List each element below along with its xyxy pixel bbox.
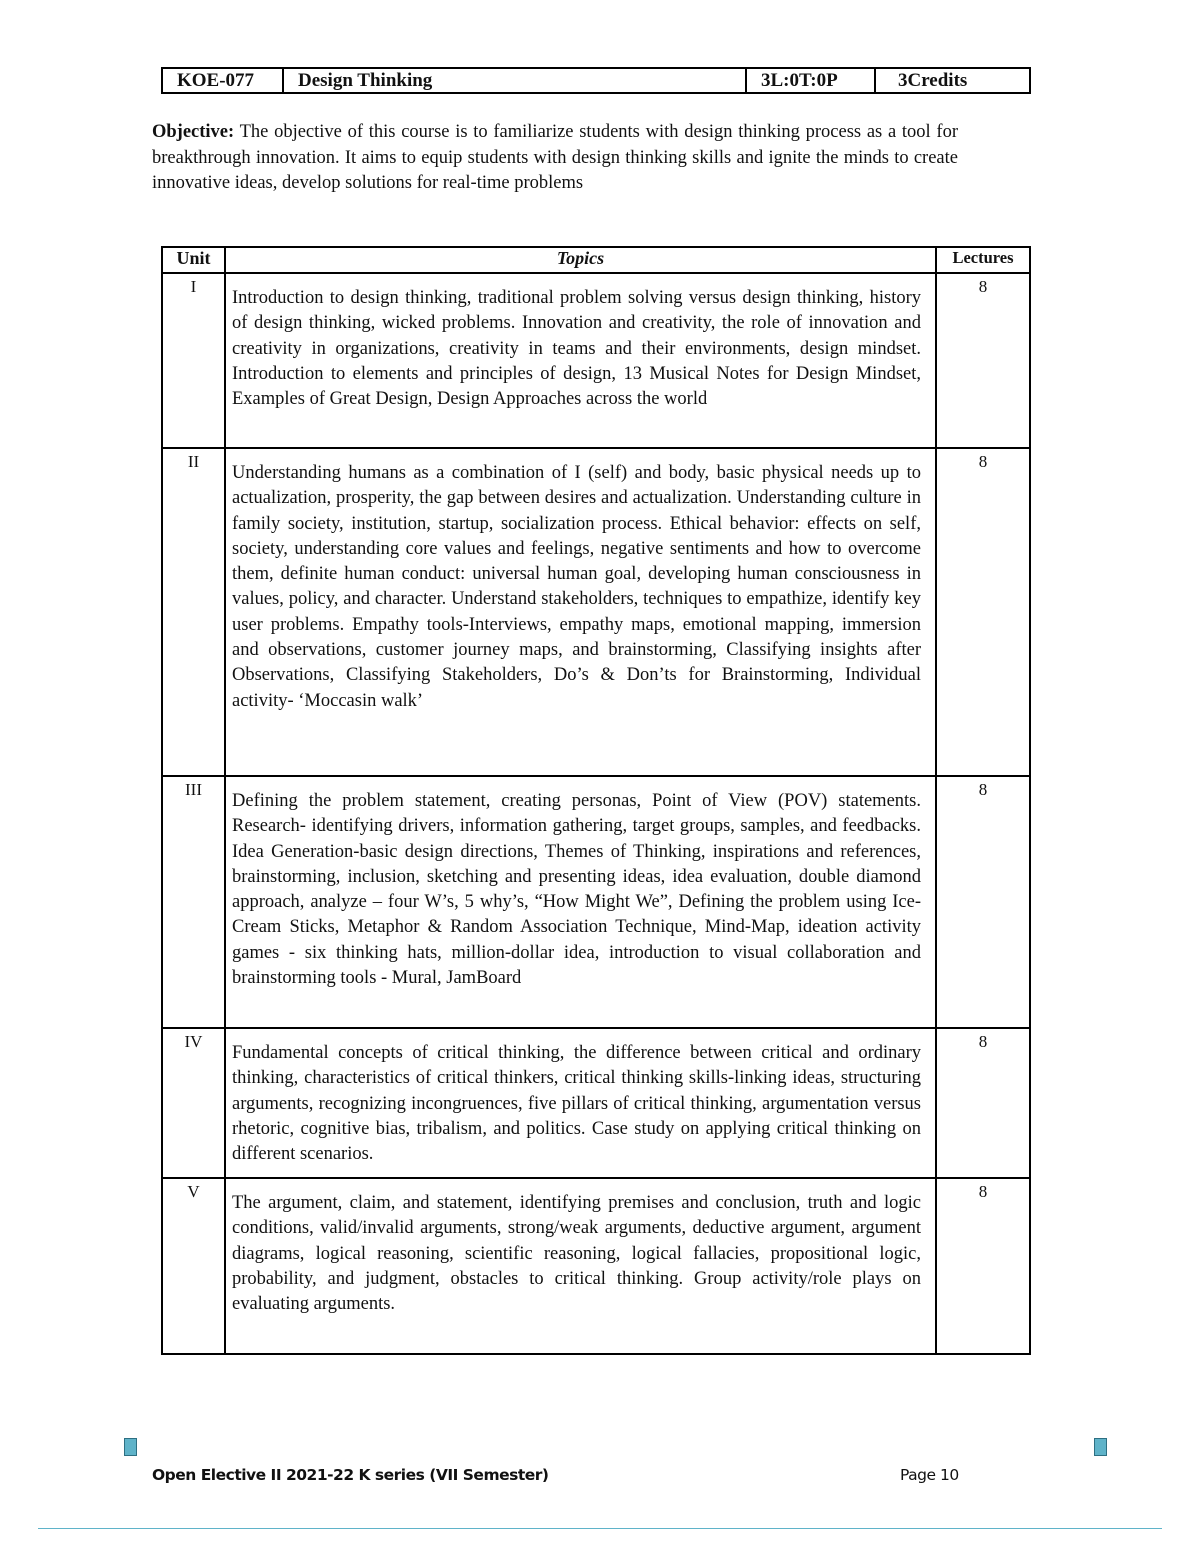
table-row xyxy=(162,776,1030,1028)
unit-topics: Defining the problem statement, creating personas, Point of View (POV) statements. Research- identifying drivers, information gathering, target groups, samples, and feedbacks. Idea Generation-basic design directions, Themes of Thinking, inspirations and references, brainstorming, inclusion, sketching and presenting ideas, idea evaluation, double diamond approach, analyze – four W’s, 5 why’s, “How Might We”, Defining the problem using Ice-Cream Sticks, Metaphor & Random Association Technique, Mind-Map, ideation activity games - six thinking hats, million-dollar idea, introduction to visual collaboration and brainstorming tools - Mural, JamBoard xyxy=(225,776,936,1028)
syllabus-table xyxy=(161,246,1031,1355)
unit-number: I xyxy=(162,273,225,448)
objective-label: Objective: xyxy=(152,122,235,142)
course-ltp: 3L:0T:0P xyxy=(746,68,875,93)
page-number: Page 10 xyxy=(900,1466,959,1484)
unit-topics: Understanding humans as a combination of I (self) and body, basic physical needs up to actualization, prosperity, the gap between desires and actualization. Understanding culture in family society, institution, startup, socialization process. Ethical behavior: effects on self, society, understanding core values and feelings, negative sentiments and how to overcome them, definite human conduct: universal human goal, developing human consciousness in values, policy, and character. Understand stakeholders, techniques to empathize, identify key user problems. Empathy tools-Interviews, empathy maps, emotional mapping, immersion and observations, customer journey maps, and brainstorming, Classifying insights after Observations, Classifying Stakeholders, Do’s & Don’ts for Brainstorming, Individual activity- ‘Moccasin walk’ xyxy=(225,448,936,776)
course-credits: 3Credits xyxy=(875,68,1030,93)
footer-series-label: Open Elective II 2021-22 K series (VII Semester) xyxy=(152,1466,549,1484)
unit-column-header: Unit xyxy=(162,247,225,273)
unit-number: III xyxy=(162,776,225,1028)
table-row xyxy=(162,1028,1030,1178)
table-row xyxy=(162,1178,1030,1354)
unit-lectures: 8 xyxy=(936,1178,1030,1354)
unit-lectures: 8 xyxy=(936,776,1030,1028)
objective-text: The objective of this course is to familiarize students with design thinking process as a tool for breakthrough innovation. It aims to equip students with design thinking skills and ignite the minds to create innovative ideas, develop solutions for real-time problems xyxy=(152,122,958,193)
table-row xyxy=(162,448,1030,776)
unit-lectures: 8 xyxy=(936,1028,1030,1178)
objective-paragraph xyxy=(152,120,958,197)
course-header-table xyxy=(161,67,1031,94)
unit-number: IV xyxy=(162,1028,225,1178)
unit-topics: The argument, claim, and statement, identifying premises and conclusion, truth and logic conditions, valid/invalid arguments, strong/weak arguments, deductive argument, argument diagrams, logical reasoning, scientific reasoning, logical fallacies, propositional logic, probability, and judgment, obstacles to critical thinking. Group activity/role plays on evaluating arguments. xyxy=(225,1178,936,1354)
table-row xyxy=(162,273,1030,448)
unit-number: V xyxy=(162,1178,225,1354)
unit-lectures: 8 xyxy=(936,448,1030,776)
course-title: Design Thinking xyxy=(283,68,746,93)
course-code: KOE-077 xyxy=(162,68,283,93)
unit-number: II xyxy=(162,448,225,776)
unit-topics: Introduction to design thinking, traditional problem solving versus design thinking, history of design thinking, wicked problems. Innovation and creativity, the role of innovation and creativity in organizations, creativity in teams and their environments, design mindset. Introduction to elements and principles of design, 13 Musical Notes for Design Mindset, Examples of Great Design, Design Approaches across the world xyxy=(225,273,936,448)
footer-divider xyxy=(38,1528,1162,1529)
footer-left-square-icon xyxy=(124,1438,137,1456)
unit-lectures: 8 xyxy=(936,273,1030,448)
topics-column-header: Topics xyxy=(225,247,936,273)
footer-right-square-icon xyxy=(1094,1438,1107,1456)
syllabus-header-row xyxy=(162,247,1030,273)
unit-topics: Fundamental concepts of critical thinking, the difference between critical and ordinary thinking, characteristics of critical thinkers, critical thinking skills-linking ideas, structuring arguments, recognizing incongruences, five pillars of critical thinking, argumentation versus rhetoric, cognitive bias, tribalism, and politics. Case study on applying critical thinking on different scenarios. xyxy=(225,1028,936,1178)
lectures-column-header: Lectures xyxy=(936,247,1030,273)
